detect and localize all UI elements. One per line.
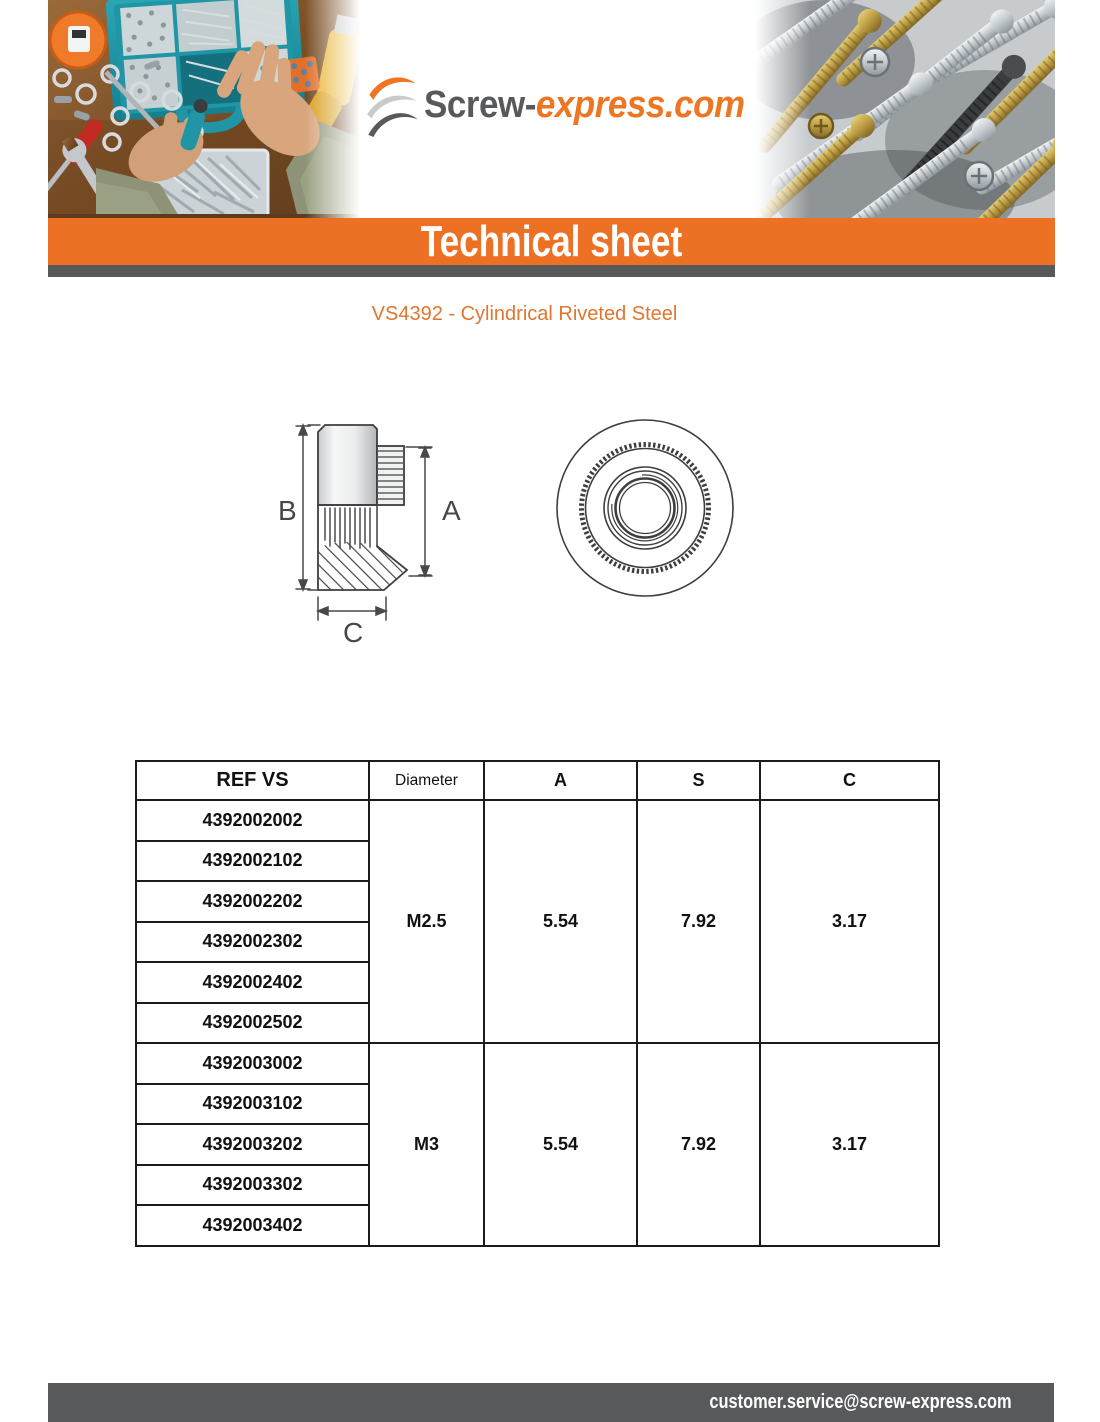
banner-title: Technical sheet [420,216,683,266]
header-s: S [637,761,760,800]
workbench-photo [48,0,360,218]
s-value-cell: 7.92 [637,1043,760,1246]
footer-bar [48,1383,1054,1422]
screws-pile-photo [755,0,1055,218]
ref-vs-cell: 4392002502 [136,1003,369,1044]
c-value-cell: 3.17 [760,1043,939,1246]
header-a: A [484,761,637,800]
c-value-cell: 3.17 [760,800,939,1043]
technical-drawing [240,398,740,660]
logo-text-secondary: express.com [535,83,745,126]
logo-text [424,84,745,127]
dimension-label-a: A [442,495,461,526]
table-row [136,1043,939,1084]
table-header-row [136,761,939,800]
photo-fade [755,0,810,218]
ref-vs-cell: 4392003002 [136,1043,369,1084]
ref-vs-cell: 4392002402 [136,962,369,1003]
ref-vs-cell: 4392003202 [136,1124,369,1165]
header-diameter: Diameter [369,761,484,800]
diameter-cell: M3 [369,1043,484,1246]
table-row [136,800,939,841]
front-view-drawing [557,420,733,596]
logo-text-primary: Screw- [424,83,536,126]
ref-vs-cell: 4392003102 [136,1084,369,1125]
diameter-cell: M2.5 [369,800,484,1043]
header-ref-vs: REF VS [136,761,369,800]
technical-sheet-banner [48,218,1055,265]
side-view-drawing [278,425,461,648]
footer-email: customer.service@screw-express.com [709,1391,1012,1413]
dimension-label-c: C [343,617,364,648]
photo-fade [305,0,360,218]
dimension-label-b: B [278,495,297,526]
ref-vs-cell: 4392002002 [136,800,369,841]
ref-vs-cell: 4392002302 [136,922,369,963]
s-value-cell: 7.92 [637,800,760,1043]
ref-vs-cell: 4392002102 [136,841,369,882]
divider-bar [48,265,1055,277]
a-value-cell: 5.54 [484,1043,637,1246]
a-value-cell: 5.54 [484,800,637,1043]
ref-vs-cell: 4392003402 [136,1205,369,1246]
ref-vs-cell: 4392003302 [136,1165,369,1206]
spec-table [135,760,940,1247]
logo [366,72,773,138]
ref-vs-cell: 4392002202 [136,881,369,922]
page-title: VS4392 - Cylindrical Riveted Steel [371,303,678,325]
header-c: C [760,761,939,800]
logo-swoosh-icon [366,72,418,138]
